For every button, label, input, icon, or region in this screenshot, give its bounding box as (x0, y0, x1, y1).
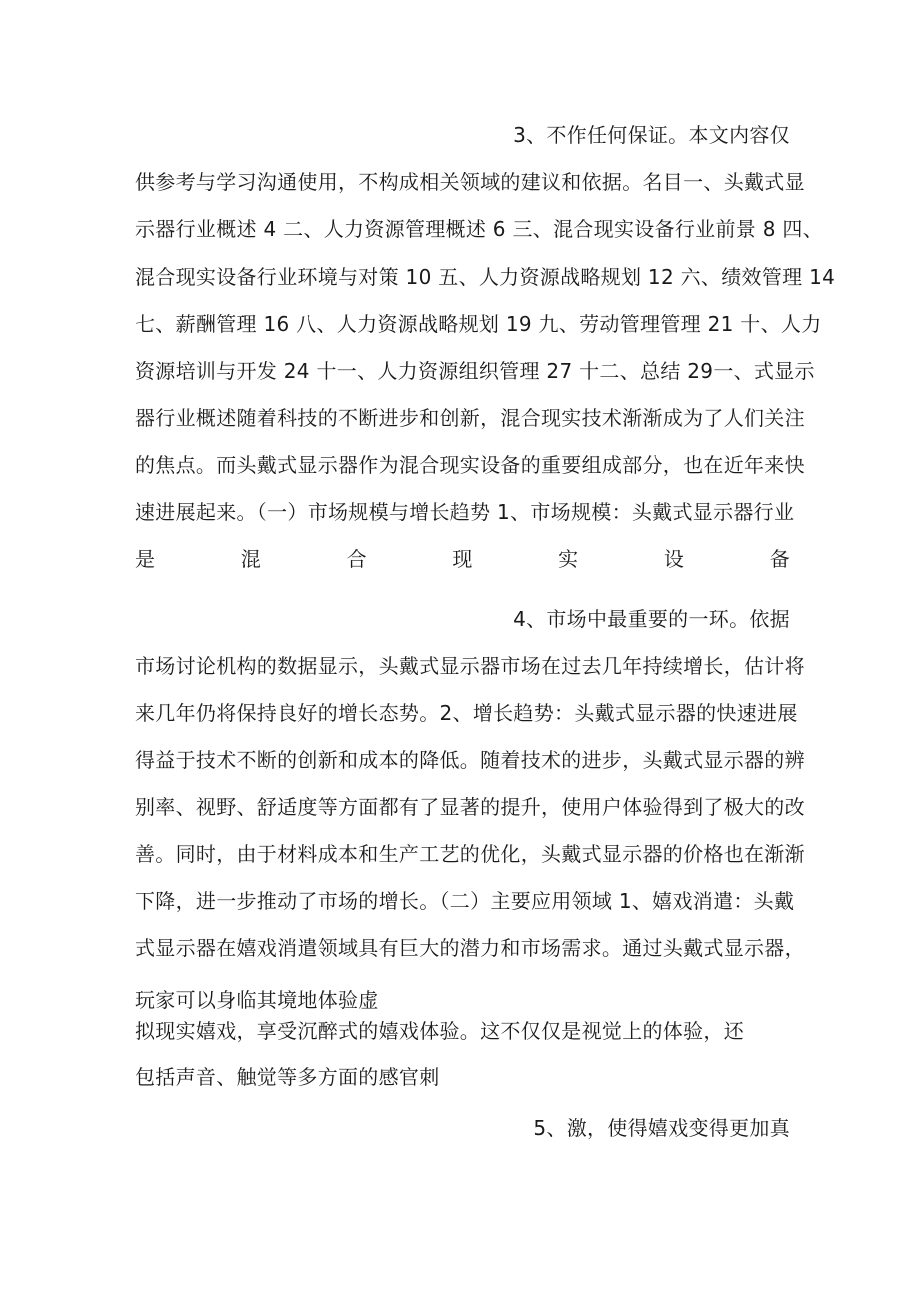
body-line: 下降，进一步推动了市场的增长。（二）主要应用领域 1、嬉戏消遣：头戴 (135, 889, 795, 913)
body-line: 是混合现实设备 (135, 547, 790, 571)
body-line: 的焦点。而头戴式显示器作为混合现实设备的重要组成部分，也在近年来快 (135, 453, 805, 477)
body-line: 速进展起来。（一）市场规模与增长趋势 1、市场规模：头戴式显示器行业 (135, 500, 795, 524)
body-line: 市场讨论机构的数据显示，头戴式显示器市场在过去几年持续增长，估计将 (135, 654, 805, 678)
body-line: 七、薪酬管理 16 八、人力资源战略规划 19 九、劳动管理管理 21 十、人力 (135, 312, 822, 336)
body-line: 混合现实设备行业环境与对策 10 五、人力资源战略规划 12 六、绩效管理 14 (135, 265, 836, 289)
body-line: 别率、视野、舒适度等方面都有了显著的提升，使用户体验得到了极大的改 (135, 795, 805, 819)
body-line: 来几年仍将保持良好的增长态势。2、增长趋势：头戴式显示器的快速进展 (135, 701, 798, 725)
body-line: 示器行业概述 4 二、人力资源管理概述 6 三、混合现实设备行业前景 8 四、 (135, 217, 824, 241)
body-line: 资源培训与开发 24 十一、人力资源组织管理 27 十二、总结 29一、式显示 (135, 359, 815, 383)
body-line: 式显示器在嬉戏消遣领域具有巨大的潜力和市场需求。通过头戴式显示器， (135, 936, 805, 960)
body-line: 玩家可以身临其境地体验虚 (135, 988, 379, 1012)
body-line: 拟现实嬉戏，享受沉醉式的嬉戏体验。这不仅仅是视觉上的体验，还 (135, 1019, 744, 1043)
body-line: 包括声音、触觉等多方面的感官刺 (135, 1065, 440, 1089)
section-heading-4: 4、市场中最重要的一环。依据 (513, 607, 790, 631)
body-line: 得益于技术不断的创新和成本的降低。随着技术的进步，头戴式显示器的辨 (135, 748, 805, 772)
body-line: 器行业概述随着科技的不断进步和创新，混合现实技术渐渐成为了人们关注 (135, 406, 805, 430)
body-line: 供参考与学习沟通使用，不构成相关领域的建议和依据。名目一、头戴式显 (135, 170, 805, 194)
body-line: 善。同时，由于材料成本和生产工艺的优化，头戴式显示器的价格也在渐渐 (135, 842, 805, 866)
section-heading-3: 3、不作任何保证。本文内容仅 (513, 123, 790, 147)
section-heading-5: 5、激，使得嬉戏变得更加真 (533, 1116, 790, 1140)
